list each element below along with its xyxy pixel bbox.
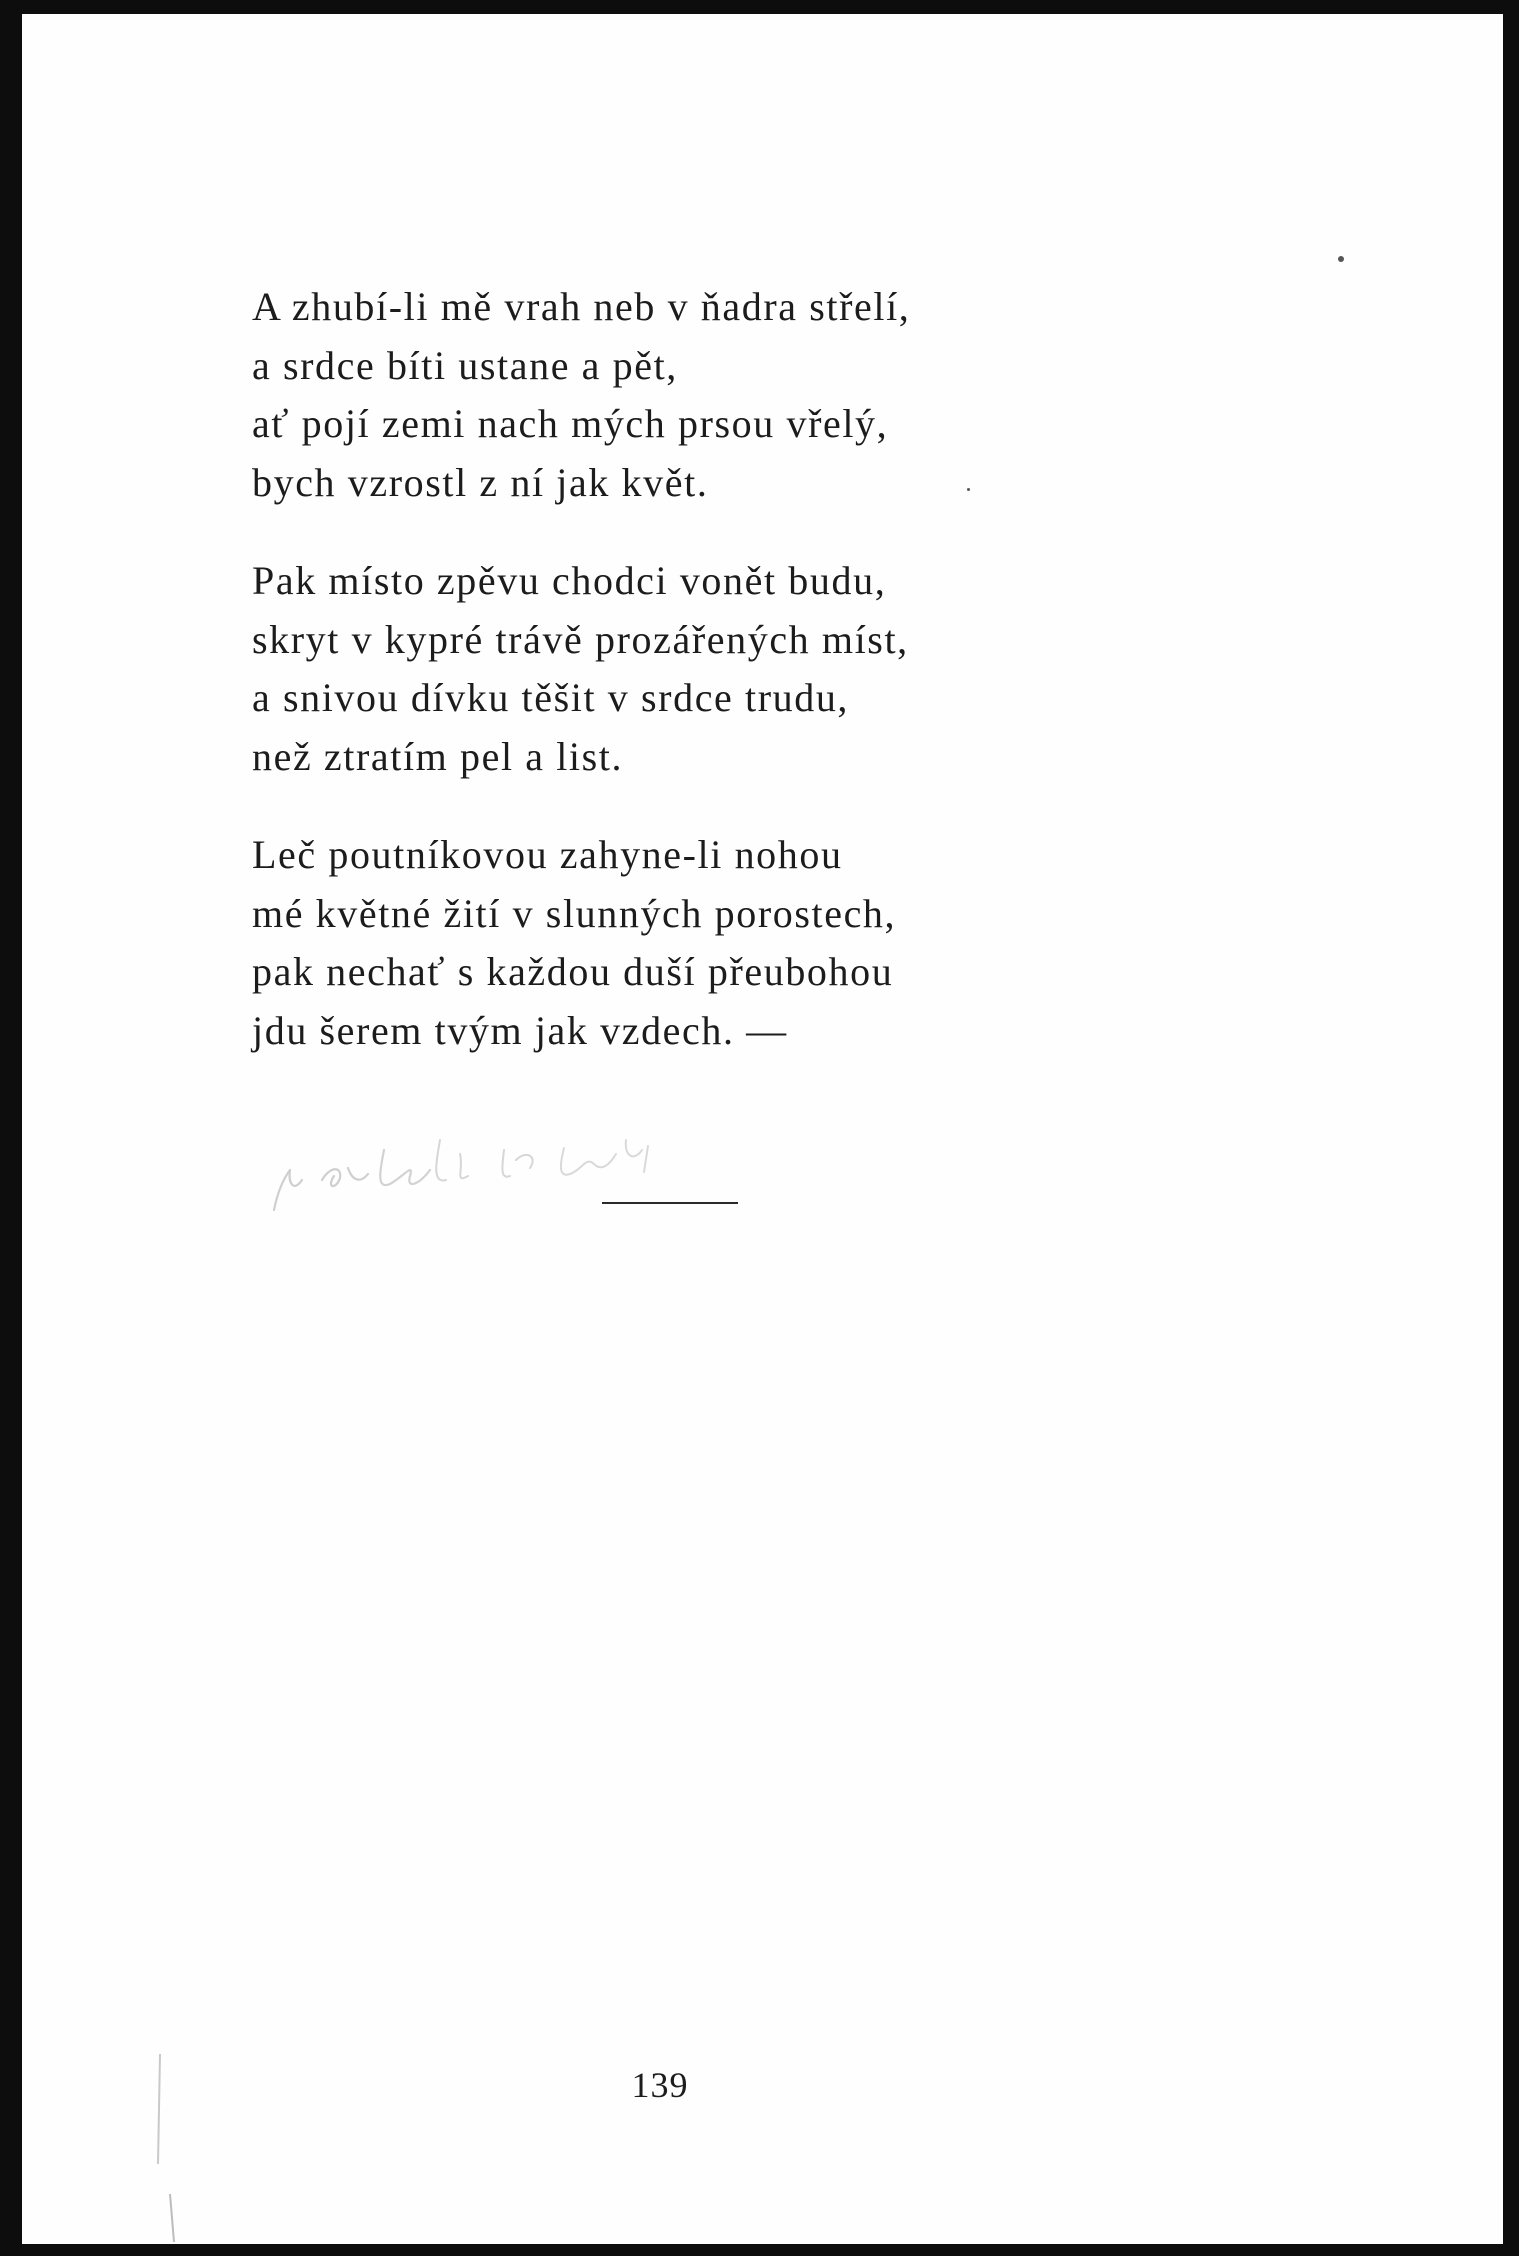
poem-line: A zhubí-li mě vrah neb v ňadra střelí, bbox=[252, 284, 911, 329]
page-number: 139 bbox=[631, 2065, 689, 2105]
poem-line: skryt v kypré trávě prozářených míst, bbox=[252, 616, 909, 662]
poem-line: ať pojí zemi nach mých prsou vřelý, bbox=[252, 401, 889, 446]
end-rule-divider bbox=[602, 1202, 738, 1204]
poem-line: pak nechať s každou duší přeubohou bbox=[252, 949, 894, 994]
ink-speck bbox=[1338, 256, 1344, 262]
poem-line: než ztratím pel a list. bbox=[252, 733, 624, 779]
stanza bbox=[252, 552, 1152, 786]
margin-scratch bbox=[152, 2044, 192, 2244]
poem-line: bych vzrostl z ní jak květ. bbox=[252, 459, 709, 505]
poem-line: Pak místo zpěvu chodci vonět budu, bbox=[252, 558, 887, 603]
poem-line: jdu šerem tvým jak vzdech. — bbox=[252, 1007, 788, 1053]
stanza bbox=[252, 826, 1152, 1060]
poem-line: a snivou dívku těšit v srdce trudu, bbox=[252, 675, 850, 720]
poem bbox=[252, 278, 1152, 1100]
stanza bbox=[252, 278, 1152, 512]
poem-line: a srdce bíti ustane a pět, bbox=[252, 342, 678, 388]
poem-line: Leč poutníkovou zahyne-li nohou bbox=[252, 832, 843, 877]
poem-line: mé květné žití v slunných porostech, bbox=[252, 890, 897, 936]
